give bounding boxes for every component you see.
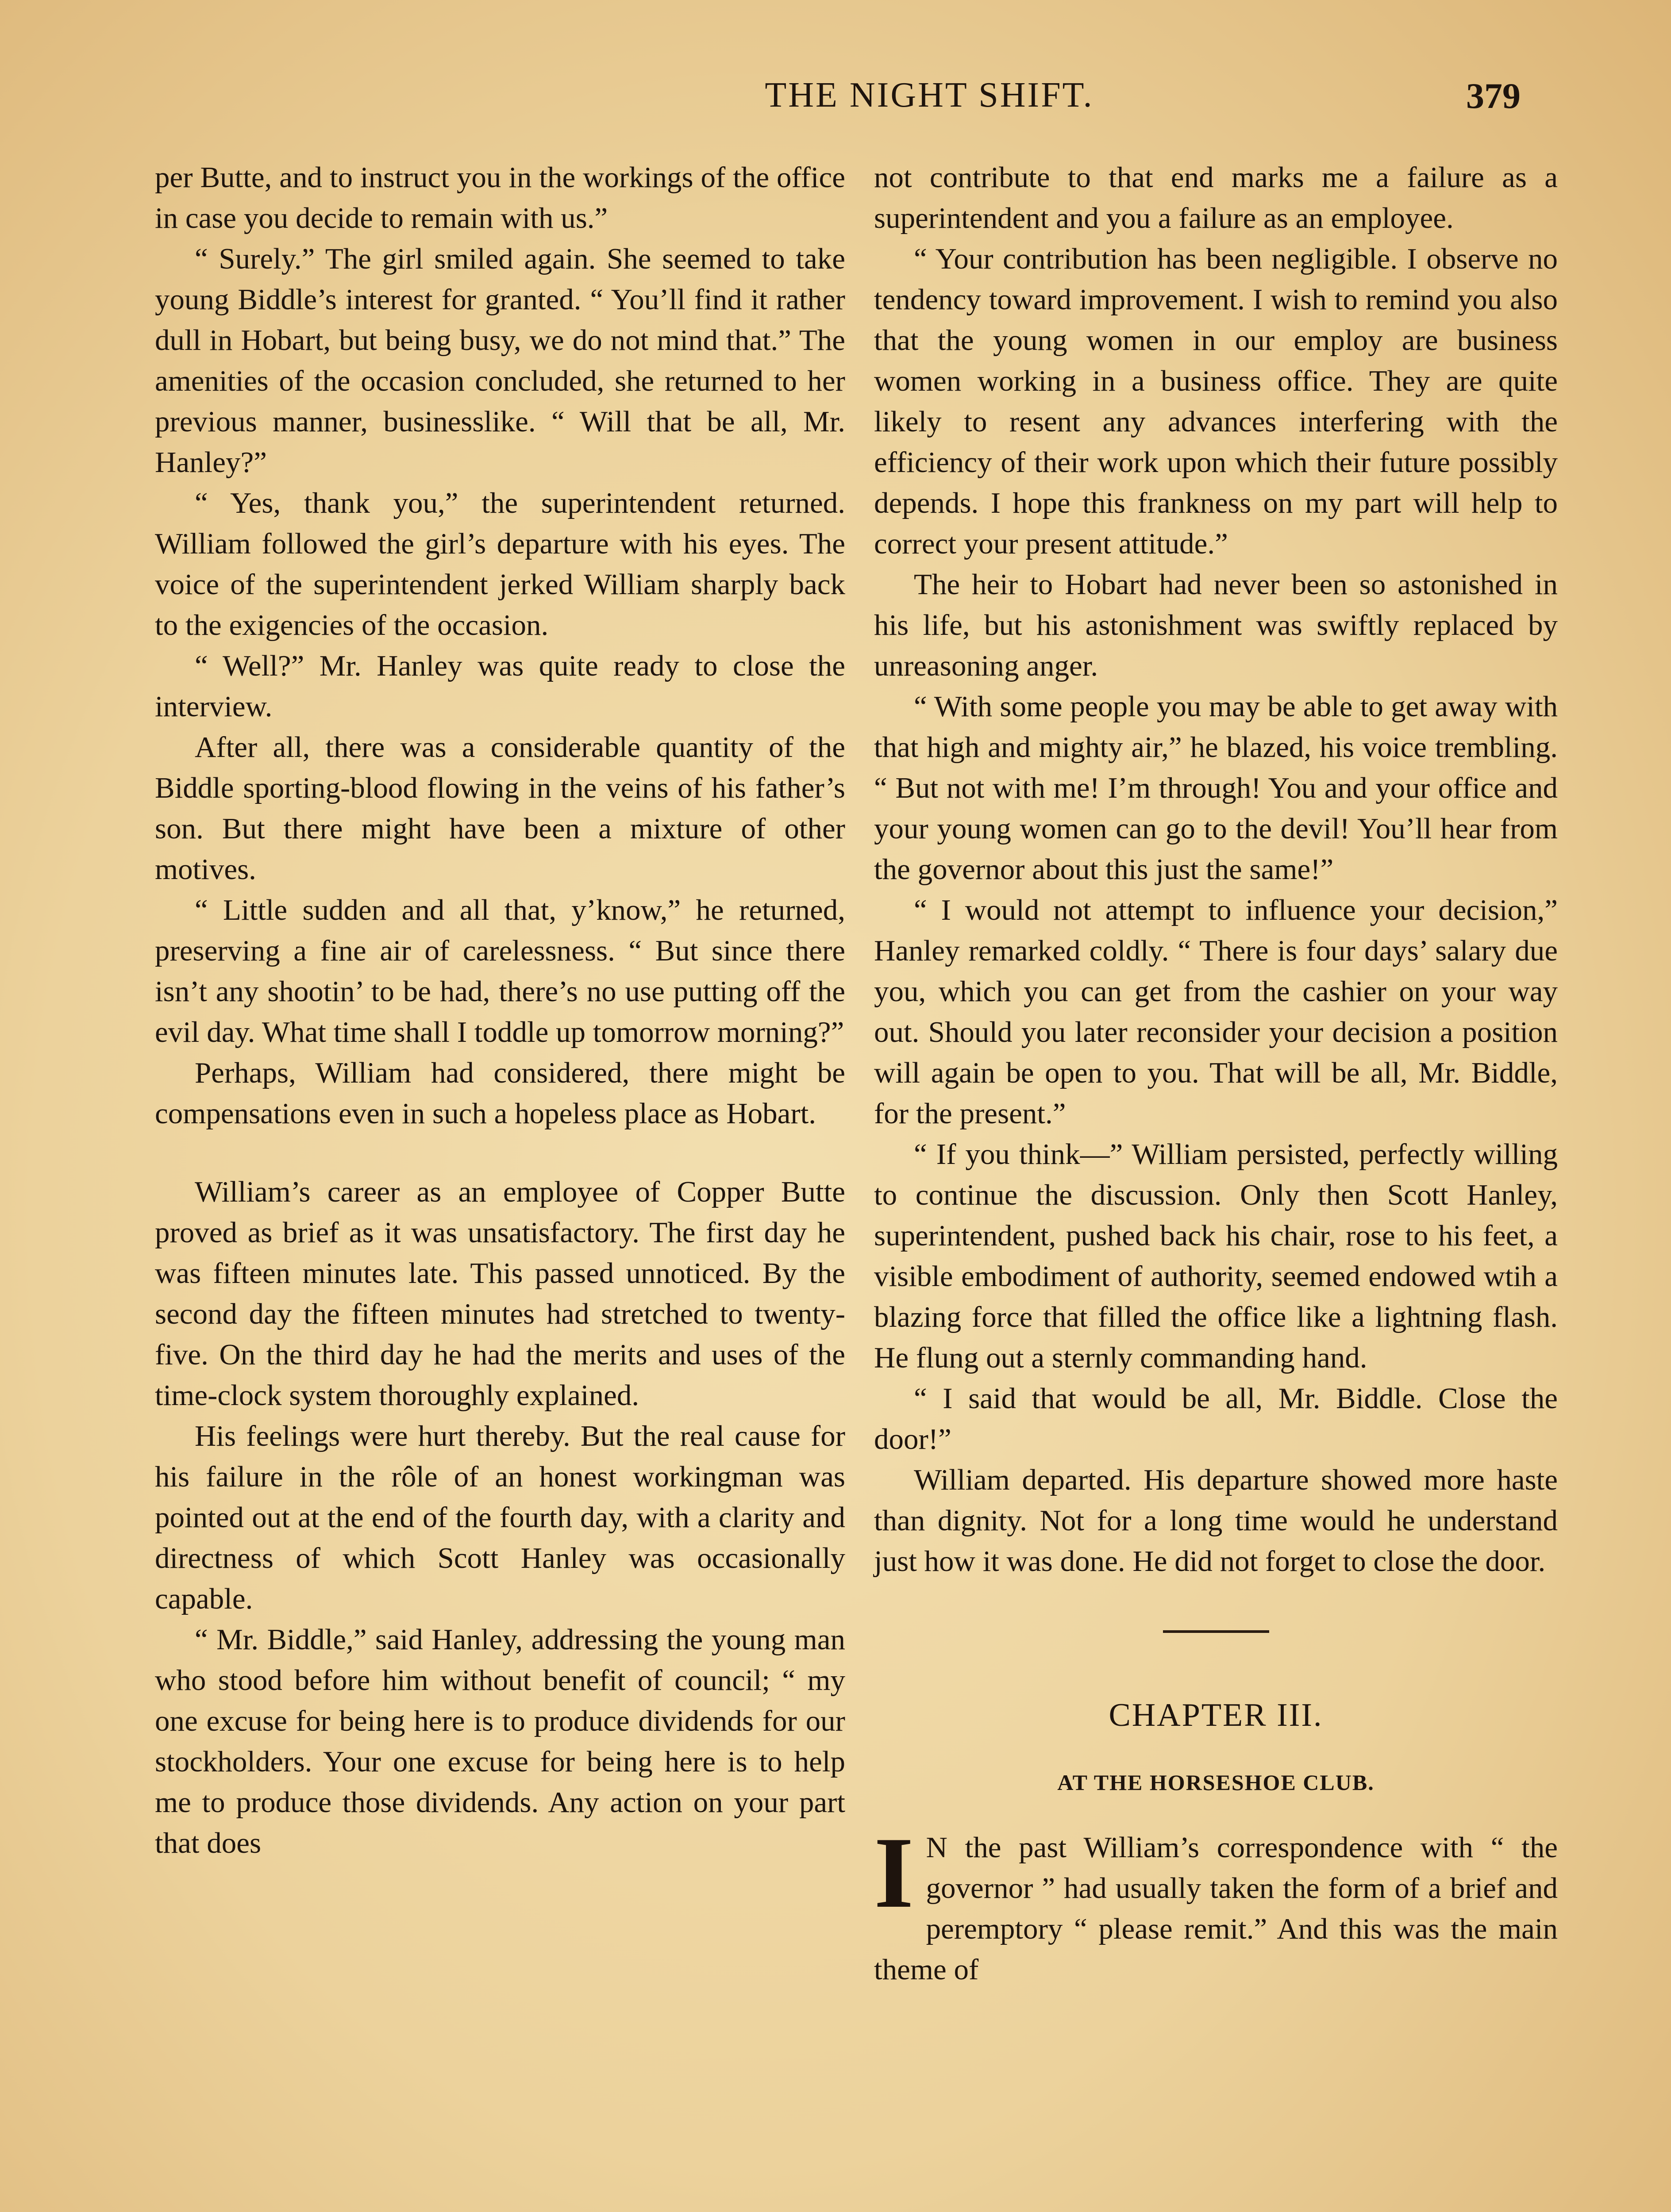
running-title: THE NIGHT SHIFT. <box>765 76 1094 115</box>
paragraph: “ Well?” Mr. Hanley was quite ready to close the interview. <box>155 649 845 723</box>
paragraph: “ Yes, thank you,” the superintendent returned. William followed the girl’s departure with his eyes. The voice of the superintendent jerked William sharply back to the exigencies of the occasion. <box>155 487 845 641</box>
paragraph: “ Surely.” The girl smiled again. She seemed to take young Biddle’s interest for granted. “ You’ll find it rather dull in Hobart, but being busy, we do not mind that.” The amenities of the occasion concluded, she returned to her previous manner, businesslike. “ Will that be all, Mr. Hanley?” <box>155 242 845 479</box>
drop-cap: I <box>874 1816 914 1929</box>
paragraph: “ Mr. Biddle,” said Hanley, addressing the young man who stood before him without benefit of council; “ my one excuse for being here is to produce dividends for our stockholders. Your one excuse for being here is to help me to produce those dividends. Any action on your part that does <box>155 1623 845 1859</box>
section-break <box>155 1134 845 1171</box>
chapter-subtitle: AT THE HORSESHOE CLUB. <box>1057 1770 1375 1795</box>
paragraph: “ With some people you may be able to get away with that high and mighty air,” he blazed, his voice trembling. “ But not with me! I’m through! You and your office and your young women can go to the devil! You’ll hear from the governor about this just the same!” <box>874 690 1558 886</box>
paragraph: “ If you think—” William persisted, perfectly willing to continue the discussion. Only then Scott Hanley, superintendent, pushed back his chair, rose to his feet, a visible embodiment of authority, seemed endowed wtih a blazing force that filled the office like a lightning flash. He flung out a sternly commanding hand. <box>874 1138 1558 1374</box>
chapter-divider <box>1163 1630 1269 1633</box>
paragraph: After all, there was a considerable quantity of the Biddle sporting-blood flowing in the veins of his father’s son. But there might have been a mixture of other motives. <box>155 731 845 886</box>
paragraph: The heir to Hobart had never been so astonished in his life, but his astonishment was swiftly replaced by unreasoning anger. <box>874 568 1558 682</box>
paragraph: “ I would not attempt to influence your decision,” Hanley remarked coldly. “ There is four days’ salary due you, which you can get from the cashier on your way out. Should you later reconsider your decision a position will again be open to you. That will be all, Mr. Biddle, for the present.” <box>874 894 1558 1130</box>
chapter-title: CHAPTER III. <box>1109 1697 1323 1733</box>
chapter-opening-paragraph <box>874 1816 1558 1990</box>
right-column <box>874 157 1558 1990</box>
opening-text: N the past William’s correspondence with “ the governor ” had usually taken the form of a brief and peremptory “ please remit.” And this was the main theme of <box>874 1831 1558 1986</box>
paragraph: His feelings were hurt thereby. But the real cause for his failure in the rôle of an honest workingman was pointed out at the end of the fourth day, with a clarity and directness of which Scott Hanley was occasionally capable. <box>155 1420 845 1615</box>
paragraph: not contribute to that end marks me a failure as a superintendent and you a failure as an employee. <box>874 161 1558 234</box>
paragraph: “ Your contribution has been negligible. I observe no tendency toward improvement. I wish to remind you also that the young women in our employ are business women working in a business office. They are quite likely to resent any advances interfering with the efficiency of their work upon which their future possibly depends. I hope this frankness on my part will help to correct your present attitude.” <box>874 242 1558 560</box>
page-number: 379 <box>1466 76 1521 116</box>
paragraph: William departed. His departure showed more haste than dignity. Not for a long time would he understand just how it was done. He did not forget to close the door. <box>874 1463 1558 1578</box>
paragraph: per Butte, and to instruct you in the workings of the office in case you decide to remain with us.” <box>155 161 845 234</box>
paragraph: “ Little sudden and all that, y’know,” he returned, preserving a fine air of carelessness. “ But since there isn’t any shootin’ to be had, there’s no use putting off the evil day. What time shall I toddle up tomorrow morning?” <box>155 894 845 1048</box>
paragraph: Perhaps, William had considered, there might be compensations even in such a hopeless place as Hobart. <box>155 1056 845 1130</box>
left-column <box>155 157 845 1863</box>
paragraph: “ I said that would be all, Mr. Biddle. Close the door!” <box>874 1382 1558 1455</box>
paragraph: William’s career as an employee of Copper Butte proved as brief as it was unsatisfactory. The first day he was fifteen minutes late. This passed unnoticed. By the second day the fifteen minutes had stretched to twenty-five. On the third day he had the merits and uses of the time-clock system thoroughly explained. <box>155 1175 845 1412</box>
